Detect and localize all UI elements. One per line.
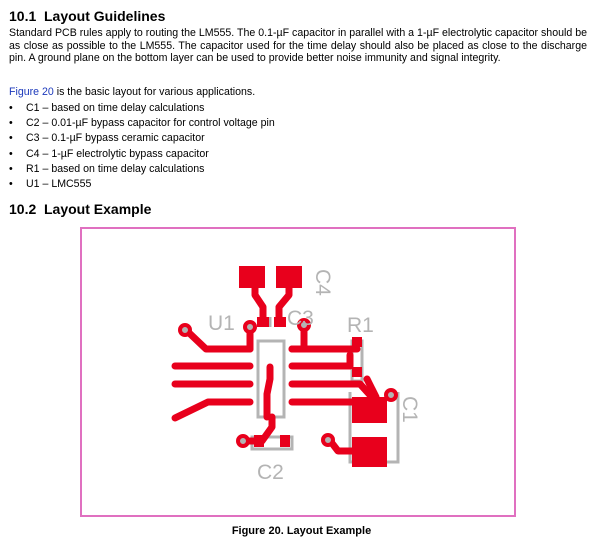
list-item-text: R1 – based on time delay calculations [26,162,205,175]
list-item [9,147,275,162]
bullet: • [9,102,13,114]
via [323,435,333,445]
via [386,390,396,400]
list-item [9,131,275,146]
list-item [9,116,275,131]
c1-pad-positive [352,397,387,423]
trace [267,367,270,417]
c4-pad [239,266,265,288]
list-item-text: C3 – 0.1-µF bypass ceramic capacitor [26,132,205,145]
list-item [9,162,275,177]
section-title: Layout Guidelines [44,8,166,24]
pcb-layout-drawing [80,227,516,517]
pcb-layout-figure [80,227,516,517]
c1-label: C1 [398,396,421,423]
list-item-text: U1 – LMC555 [26,178,92,191]
r1-pad [352,337,362,347]
bullet: • [9,162,13,175]
list-item-text: C2 – 0.01-µF bypass capacitor for control voltage pin [26,117,275,130]
figure-reference-line [9,86,255,99]
c3-label: C3 [287,307,314,330]
c2-label: C2 [257,461,284,484]
c2-pad [254,435,264,447]
c3-pad [274,317,286,327]
list-item-text: C4 – 1-µF electrolytic bypass capacitor [26,147,209,160]
list-item [9,101,275,116]
c1-pad-negative [352,437,387,467]
component-list [9,101,275,192]
via [180,325,190,335]
guidelines-paragraph: Standard PCB rules apply to routing the LM555. The 0.1-µF capacitor in parallel with a 1-µF electrolytic capacitor should be as close as possible to the LM555. The capacitor used for the time delay should also be placed as close to the discharge pin. A ground plane on the bottom layer can be used to provide better noise immunity and signal integrity. [9,27,587,65]
list-item [9,177,275,192]
bullet: • [9,132,13,145]
figure-20-link[interactable]: Figure 20 [9,86,54,98]
section-heading-layout-guidelines [9,8,165,24]
c2-pad [280,435,290,447]
section-number: 10.2 [9,201,37,217]
bullet: • [9,117,13,130]
via [238,436,248,446]
section-number: 10.1 [9,8,37,24]
c4-pad [276,266,302,288]
figure-caption: Figure 20. Layout Example [231,525,372,537]
r1-pad [352,367,362,377]
c4-label: C4 [311,269,334,296]
via [245,322,255,332]
r1-label: R1 [347,314,374,337]
section-heading-layout-example [9,201,151,217]
bullet: • [9,178,13,191]
figure-reference-text: is the basic layout for various applications. [53,86,256,98]
section-title: Layout Example [44,201,152,217]
bullet: • [9,147,13,160]
list-item-text: C1 – based on time delay calculations [26,102,205,114]
u1-label: U1 [208,312,235,335]
c3-pad [257,317,269,327]
